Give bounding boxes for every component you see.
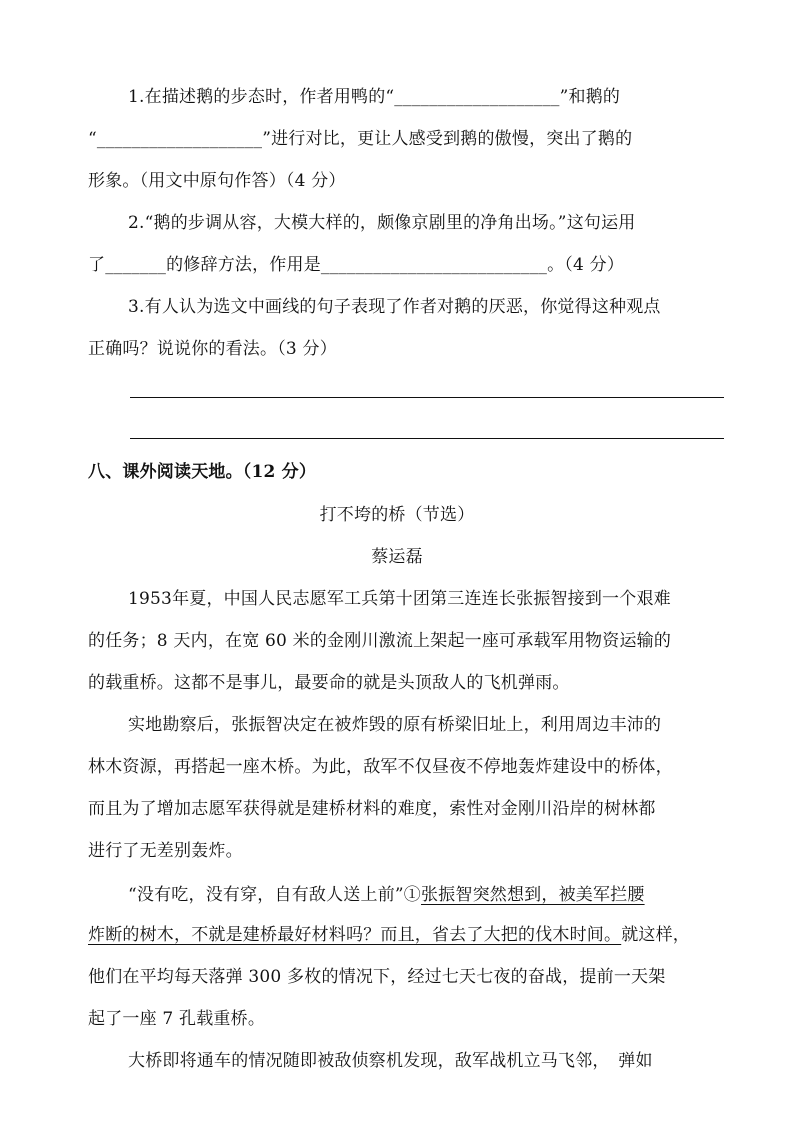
underlined-sentence-part-1: 张振智突然想到，被美军拦腰	[420, 885, 645, 905]
paragraph-3-line-2	[88, 920, 690, 950]
question-1-line-3: 形象。（用文中原句作答）（4 分）	[88, 171, 346, 191]
underlined-sentence-part-2: 炸断的树木，不就是建桥最好材料吗？而且，省去了大把的伐木时间。	[88, 925, 622, 945]
paragraph-2-line-4: 进行了无差别轰炸。	[88, 841, 243, 861]
paragraph-3-line-3: 他们在平均每天落弹 300 多枚的情况下，经过七天七夜的奋战，提前一天架	[88, 967, 666, 987]
paragraph-4-line-1: 大桥即将通车的情况随即被敌侦察机发现，敌军战机立马飞邻， 弹如	[128, 1051, 653, 1071]
question-1-line-1: 1.在描述鹅的步态时，作者用鸭的“___________________”和鹅的	[128, 87, 621, 107]
paragraph-1-line-1: 1953年夏，中国人民志愿军工兵第十团第三连连长张振智接到一个艰难	[128, 589, 671, 609]
answer-line-1[interactable]	[130, 397, 724, 398]
paragraph-3-line-1	[128, 880, 645, 910]
passage-title: 打不垮的桥（节选）	[319, 505, 475, 525]
paragraph-3-line-2-rest: 就这样，	[621, 925, 691, 945]
paragraph-3-line-4: 起了一座 7 孔载重桥。	[88, 1009, 266, 1029]
paragraph-2-line-1: 实地勘察后，张振智决定在被炸毁的原有桥梁旧址上，利用周边丰沛的	[128, 715, 662, 735]
passage-author: 蔡运磊	[371, 547, 423, 567]
paragraph-3-quote: “没有吃，没有穿，自有敌人送上前”①	[128, 885, 421, 905]
paragraph-2-line-2: 林木资源，再搭起一座木桥。为此，敌军不仅昼夜不停地轰炸建设中的桥体，	[88, 757, 673, 777]
paragraph-1-line-3: 的载重桥。这都不是事儿，最要命的就是头顶敌人的飞机弹雨。	[88, 673, 570, 693]
question-2-line-1: 2.“鹅的步调从容，大模大样的，颇像京剧里的净角出场。”这句运用	[128, 213, 636, 233]
question-1-line-2: “___________________”进行对比，更让人感受到鹅的傲慢，突出了鹅的	[88, 129, 633, 149]
paragraph-2-line-3: 而且为了增加志愿军获得就是建桥材料的难度，索性对金刚川沿岸的树林都	[88, 799, 656, 819]
answer-line-2[interactable]	[130, 438, 724, 439]
question-3-line-1: 3.有人认为选文中画线的句子表现了作者对鹅的厌恶，你觉得这种观点	[128, 297, 661, 317]
question-3-line-2: 正确吗？说说你的看法。（3 分）	[88, 339, 337, 359]
section-eight-heading: 八、课外阅读天地。（12 分）	[88, 462, 317, 482]
question-2-line-2: 了_______的修辞方法，作用是__________________________。（4 分）	[88, 255, 625, 275]
paragraph-1-line-2: 的任务；8 天内，在宽 60 米的金刚川激流上架起一座可承载军用物资运输的	[88, 631, 672, 651]
